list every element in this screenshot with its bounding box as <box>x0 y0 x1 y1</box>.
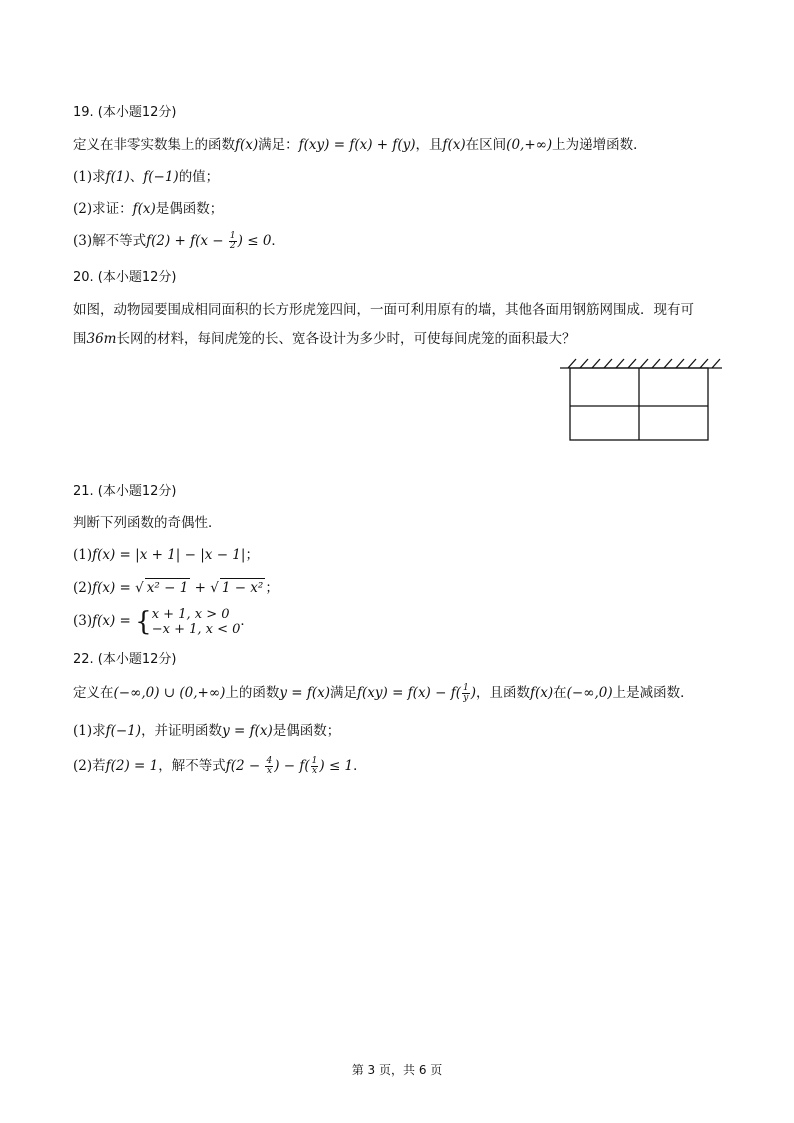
q19-heading: 19. (本小题12分) <box>73 105 177 120</box>
q19-part3: (3)解不等式f(2) + f(x − $\frac{1}{2}$ ) ≤ 0． <box>73 231 285 251</box>
tiger-cage-diagram <box>558 356 724 444</box>
piecewise-cases: x + 1, x > 0 −x + 1, x < 0 <box>151 606 241 637</box>
wall-hatching <box>568 359 720 368</box>
q20-statement-line1: 如图，动物园要围成相同面积的长方形虎笼四间，一面可利用原有的墙，其他各面用钢筋网围成．现有可 <box>73 302 694 318</box>
fraction: $\frac{4}{x}$ <box>266 756 273 776</box>
q21-statement: 判断下列函数的奇偶性． <box>73 515 222 531</box>
fraction: $\frac{1}{2}$ <box>229 231 236 251</box>
q21-part3: (3)f(x) = { x + 1, x > 0 −x + 1, x < 0 ． <box>73 606 254 637</box>
q20-statement-line2: 围36m长网的材料，每间虎笼的长、宽各设计为多少时，可使每间虎笼的面积最大？ <box>73 331 576 347</box>
q22-heading: 22. (本小题12分) <box>73 652 177 667</box>
sqrt-icon: √ <box>135 580 144 596</box>
q20-heading: 20. (本小题12分) <box>73 270 177 285</box>
q22-part2: (2)若f(2) = 1，解不等式f(2 − $\frac{4}{x}$ ) − f( $\frac{1}{x}$ ) ≤ 1． <box>73 756 367 776</box>
q21-heading: 21. (本小题12分) <box>73 484 177 499</box>
q21-part2: (2)f(x) = √ x² − 1 + √ 1 − x² ； <box>73 580 279 596</box>
q22-statement: 定义在(−∞,0) ∪ (0,+∞)上的函数y = f(x)满足f(xy) = f(x) − f( $\frac{1}{y}$ )，且函数f(x)在(−∞,0)上是减函数． <box>73 683 694 703</box>
q21-part1: (1)f(x) = |x + 1| − |x − 1|； <box>73 547 259 563</box>
fraction: $\frac{1}{x}$ <box>311 756 318 776</box>
q19-statement: 定义在非零实数集上的函数f(x)满足：f(xy) = f(x) + f(y)，且f(x)在区间(0,+∞)上为递增函数． <box>73 137 647 153</box>
sqrt-icon: √ <box>210 580 219 596</box>
page-footer: 第 3 页，共 6 页 <box>351 1063 443 1077</box>
fraction: $\frac{1}{y}$ <box>462 683 469 703</box>
left-brace-icon: { <box>135 606 152 637</box>
q19-part1: (1)求f(1)、f(−1)的值； <box>73 169 220 185</box>
q22-part1: (1)求f(−1)，并证明函数y = f(x)是偶函数； <box>73 723 341 739</box>
q19-part2: (2)求证：f(x)是偶函数； <box>73 201 224 217</box>
